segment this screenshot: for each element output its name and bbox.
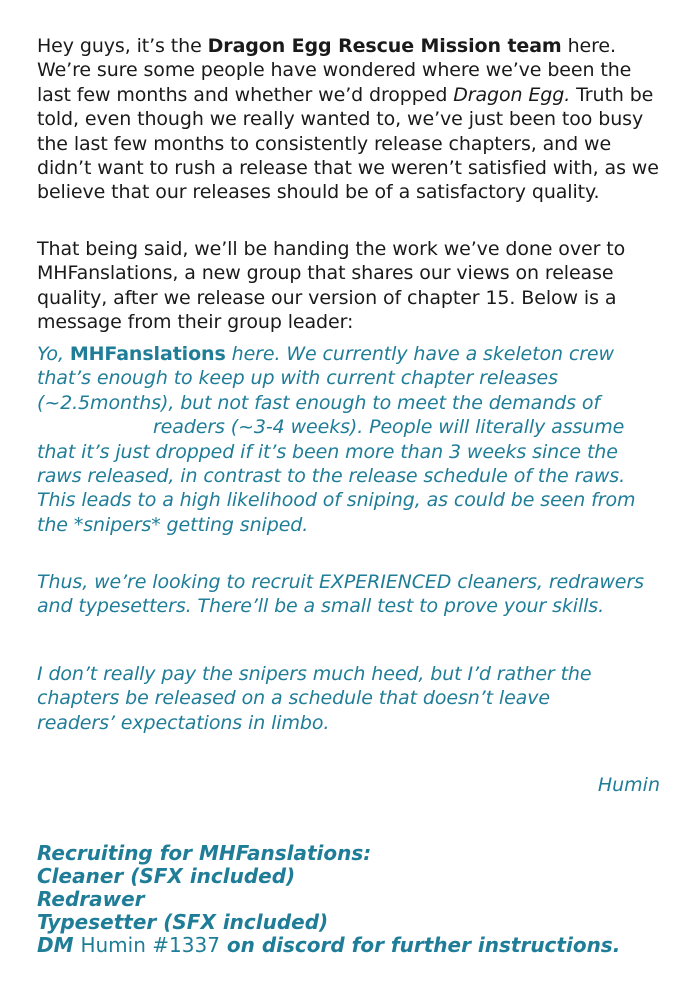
message-text-3b: readers’ expectations in limbo.	[37, 711, 330, 734]
dm-text-b: on discord for further instructions.	[219, 933, 621, 957]
intro-text-3: Truth be told, even though we really wanted to, we’ve just been too busy the last few months to consistently release chapters, and we didn’t want to rush a release that we weren’t satisfied with, as we believe that our releases should be of a satisfactory quality.	[37, 83, 659, 204]
handover-paragraph: That being said, we’ll be handing the work we’ve done over to MHFanslations, a new group that shares our views on release quality, after we release our version of chapter 15. Below is a message from their group leader:	[37, 238, 626, 334]
recruiting-item-redrawer: Redrawer	[37, 887, 145, 911]
recruiting-block	[37, 842, 677, 957]
message-text-1a: Yo,	[37, 343, 70, 365]
intro-text-2: here. We’re sure some people have wondered where we’ve been the last few months and whether we’d dropped	[37, 35, 632, 106]
recruiting-item-cleaner: Cleaner (SFX included)	[37, 864, 296, 888]
discord-handle: Humin #1337	[80, 933, 220, 957]
group-name: MHFanslations	[69, 343, 226, 365]
team-name: Dragon Egg Rescue Mission team	[207, 35, 562, 57]
intro-paragraph	[37, 34, 667, 205]
recruiting-item-typesetter: Typesetter (SFX included)	[37, 910, 329, 934]
message-text-1b: here. We currently have a skeleton crew that’s enough to keep up with current chapter releases (~2.5months), but not fast enough to meet the demands of	[37, 343, 614, 414]
leader-message-paragraph-3	[37, 662, 667, 735]
message-text-1c: readers (~3-4 weeks). People will literally assume that it’s just dropped if it’s been more than 3 weeks since the raws released, in contrast to the release schedule of the raws. This leads to a high likelihood of sniping, as could be seen from the *snipers* getting sniped.	[37, 416, 636, 536]
series-title: Dragon Egg.	[453, 83, 571, 106]
message-text-3a: I don’t really pay the snipers much heed, but I’d rather the chapters be released on a schedule that doesn’t leave	[37, 663, 592, 710]
recruiting-header: Recruiting for MHFanslations:	[37, 841, 372, 865]
leader-message-paragraph-1	[37, 342, 667, 537]
intro-text-1: Hey guys, it’s the	[37, 35, 208, 57]
leader-message-paragraph-2: Thus, we’re looking to recruit EXPERIENCED cleaners, redrawers and typesetters. There’ll be a small test to prove your skills.	[37, 571, 644, 618]
dm-text-a: DM	[37, 933, 81, 957]
signature: Humin	[597, 774, 660, 796]
recruiting-dm-line	[37, 934, 677, 957]
